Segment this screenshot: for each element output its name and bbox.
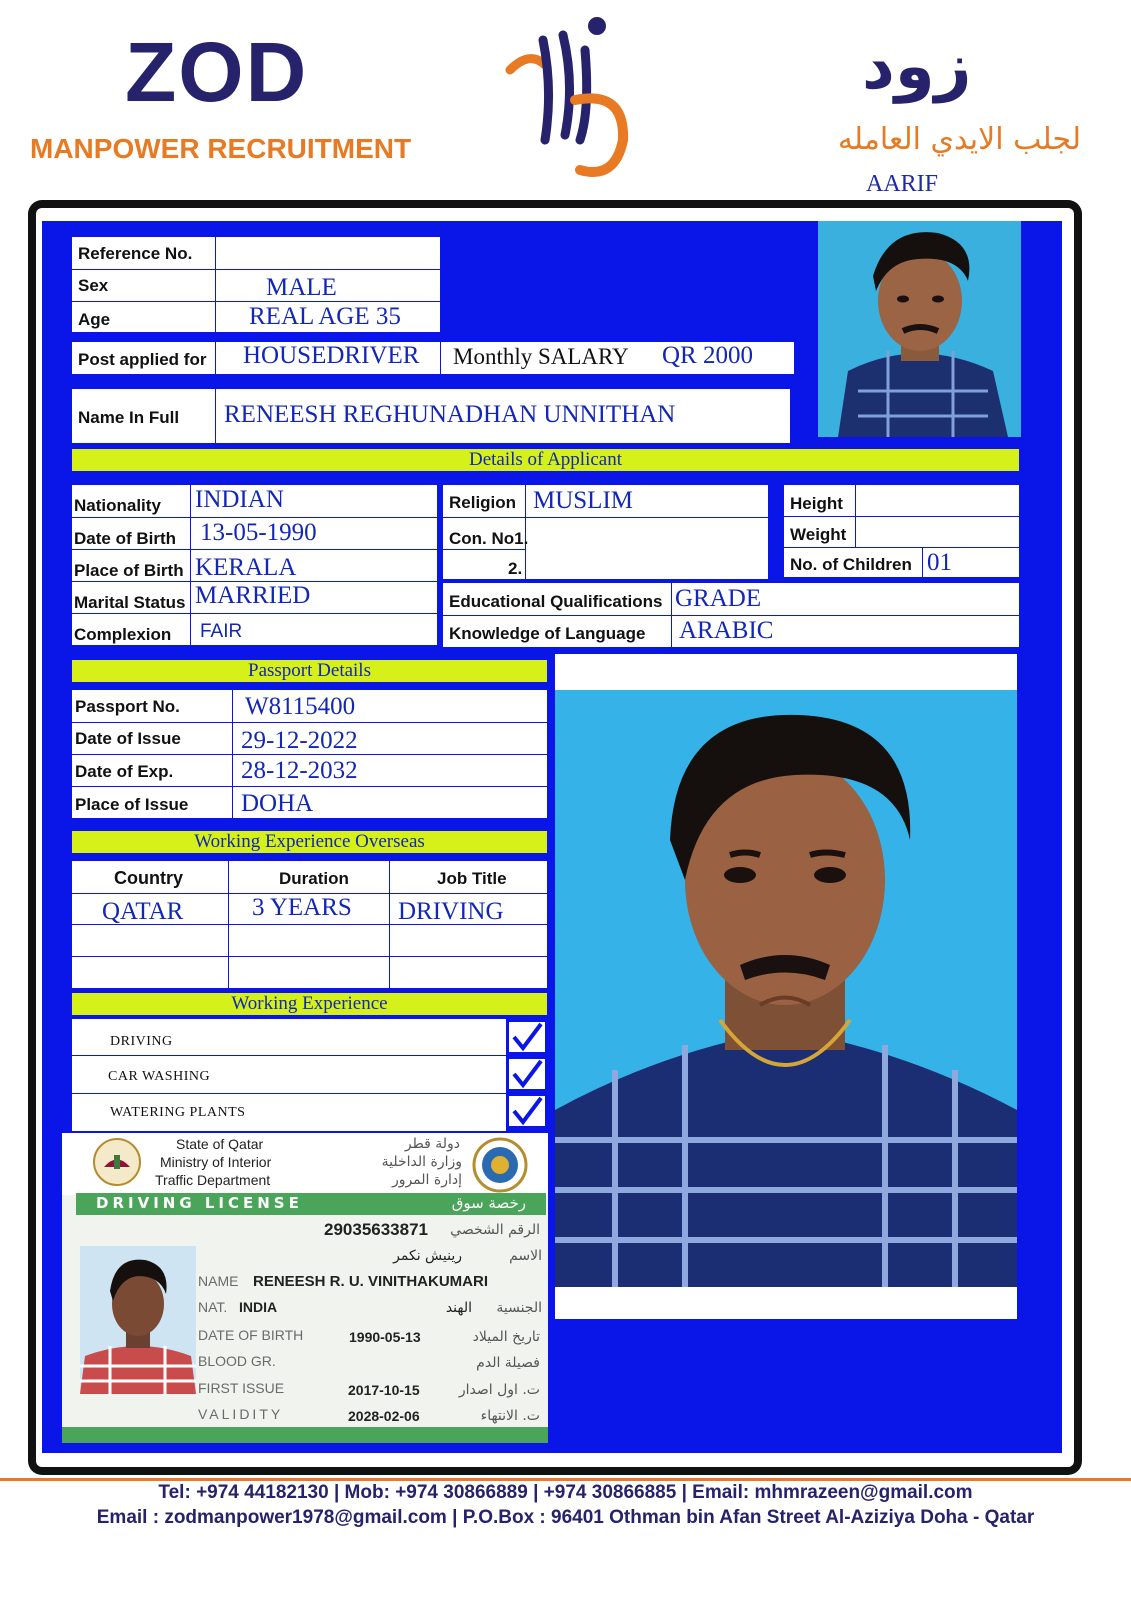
lang-value: ARABIC [679, 617, 774, 644]
license-dob-label-ar: تاريخ الميلاد [472, 1329, 540, 1345]
license-id-number: 29035633871 [324, 1220, 429, 1239]
issue-place-value: DOHA [241, 790, 314, 817]
passport-band: Passport Details [72, 660, 547, 682]
post-value: HOUSEDRIVER [243, 342, 420, 369]
license-name-label-ar: الاسم [509, 1248, 542, 1264]
issue-date-value: 29-12-2022 [241, 727, 358, 754]
complexion-label: Complexion [74, 625, 172, 644]
license-nat-ar: الهند [445, 1300, 472, 1316]
sex-value: MALE [266, 274, 337, 301]
license-nat-label: NAT. [198, 1299, 228, 1315]
weight-label: Weight [790, 525, 847, 544]
age-value: REAL AGE 35 [249, 303, 401, 330]
qatar-emblem-icon [92, 1137, 142, 1187]
license-name: RENEESH R. U. VINITHAKUMARI [253, 1273, 489, 1290]
complexion-value: FAIR [200, 621, 243, 642]
license-ministry-ar: وزارة الداخلية [381, 1154, 462, 1170]
license-state-ar: دولة قطر [404, 1136, 460, 1152]
check-icon [507, 1057, 547, 1091]
license-blood-label-ar: فصيلة الدم [476, 1355, 540, 1371]
skill-item: WATERING PLANTS [110, 1105, 246, 1120]
license-validity-label-ar: ت. الانتهاء [480, 1408, 540, 1424]
license-blood-label: BLOOD GR. [198, 1353, 276, 1369]
religion-label: Religion [449, 493, 517, 512]
pob-label: Place of Birth [74, 561, 184, 580]
post-label: Post applied for [78, 350, 207, 369]
license-name-label: NAME [198, 1273, 239, 1289]
exp-date-value: 28-12-2032 [241, 757, 358, 784]
sex-label: Sex [78, 276, 109, 295]
license-first-issue: 2017-10-15 [348, 1382, 420, 1398]
license-validity-label: VALIDITY [198, 1406, 284, 1422]
logo-subtitle: MANPOWER RECRUITMENT [30, 133, 412, 164]
overseas-duration: 3 YEARS [252, 894, 352, 921]
experience-band: Working Experience [72, 993, 547, 1015]
nationality-value: INDIAN [195, 486, 284, 513]
con1-label: Con. No1. [449, 529, 529, 548]
check-icon [507, 1020, 547, 1054]
dob-value: 13-05-1990 [200, 519, 317, 546]
license-dept: Traffic Department [155, 1172, 271, 1188]
license-first-issue-label: FIRST ISSUE [198, 1380, 285, 1396]
applicant-photo-small [818, 221, 1021, 437]
skill-item: DRIVING [110, 1034, 173, 1049]
applicant-photo-large [555, 690, 1017, 1287]
license-dob: 1990-05-13 [349, 1329, 421, 1345]
license-band-title-ar: رخصة سوق [451, 1194, 526, 1212]
agent-name: AARIF [866, 171, 939, 197]
con2-label: 2. [508, 559, 523, 578]
reference-label: Reference No. [78, 244, 193, 263]
overseas-band: Working Experience Overseas [72, 831, 547, 853]
children-value: 01 [927, 549, 952, 576]
license-first-issue-label-ar: ت. اول اصدار [458, 1382, 540, 1398]
license-state: State of Qatar [176, 1136, 264, 1152]
footer-divider [0, 1478, 1131, 1481]
logo-mark-icon [505, 10, 635, 180]
salary-value: QR 2000 [662, 342, 753, 369]
license-band-title: DRIVING LICENSE [96, 1194, 303, 1212]
issue-place-label: Place of Issue [75, 795, 189, 814]
license-validity: 2028-02-06 [348, 1408, 420, 1424]
religion-value: MUSLIM [533, 487, 634, 514]
overseas-job: DRIVING [398, 898, 504, 925]
height-label: Height [790, 494, 843, 513]
traffic-emblem-icon [472, 1137, 528, 1193]
license-name-ar: رينيش نكمر [393, 1248, 462, 1264]
logo-zod: ZOD [125, 25, 309, 119]
children-label: No. of Children [790, 555, 912, 574]
issue-date-label: Date of Issue [75, 729, 181, 748]
check-icon [507, 1094, 547, 1128]
col-duration: Duration [279, 869, 349, 888]
edu-label: Educational Qualifications [449, 592, 663, 611]
driving-license [62, 1133, 548, 1443]
logo-arabic-subtitle: لجلب الايدي العامله [837, 122, 1081, 157]
overseas-country: QATAR [102, 898, 184, 925]
col-job: Job Title [437, 869, 507, 888]
exp-date-label: Date of Exp. [75, 762, 174, 781]
col-country: Country [114, 868, 183, 888]
license-ministry: Ministry of Interior [160, 1154, 272, 1170]
lang-label: Knowledge of Language [449, 624, 646, 643]
passport-no-label: Passport No. [75, 697, 180, 716]
license-dob-label: DATE OF BIRTH [198, 1327, 304, 1343]
edu-value: GRADE [675, 585, 762, 612]
license-id-label-ar: الرقم الشخصي [450, 1222, 540, 1238]
age-label: Age [78, 310, 111, 329]
license-dept-ar: إدارة المرور [391, 1172, 462, 1188]
license-nat-label-ar: الجنسية [496, 1300, 542, 1316]
dob-label: Date of Birth [74, 529, 176, 548]
logo-arabic: زود [862, 30, 972, 104]
pob-value: KERALA [195, 554, 297, 581]
name-value: RENEESH REGHUNADHAN UNNITHAN [224, 401, 676, 428]
license-bottom-strip [62, 1427, 548, 1443]
license-band [76, 1193, 546, 1215]
details-band: Details of Applicant [72, 449, 1019, 471]
license-nat: INDIA [239, 1299, 278, 1315]
name-label: Name In Full [78, 408, 180, 427]
license-photo [80, 1246, 196, 1394]
footer-contact: Tel: +974 44182130 | Mob: +974 30866889 | +974 30866885 | Email: mhmrazeen@gmail.com [158, 1482, 973, 1503]
skill-item: CAR WASHING [108, 1069, 211, 1084]
marital-value: MARRIED [195, 582, 311, 609]
salary-label: Monthly SALARY [453, 344, 629, 369]
passport-no-value: W8115400 [245, 693, 356, 720]
marital-label: Marital Status [74, 593, 186, 612]
nationality-label: Nationality [74, 496, 161, 515]
footer-address: Email : zodmanpower1978@gmail.com | P.O.Box : 96401 Othman bin Afan Street Al-Aziziya Doha - Qatar [96, 1507, 1035, 1528]
